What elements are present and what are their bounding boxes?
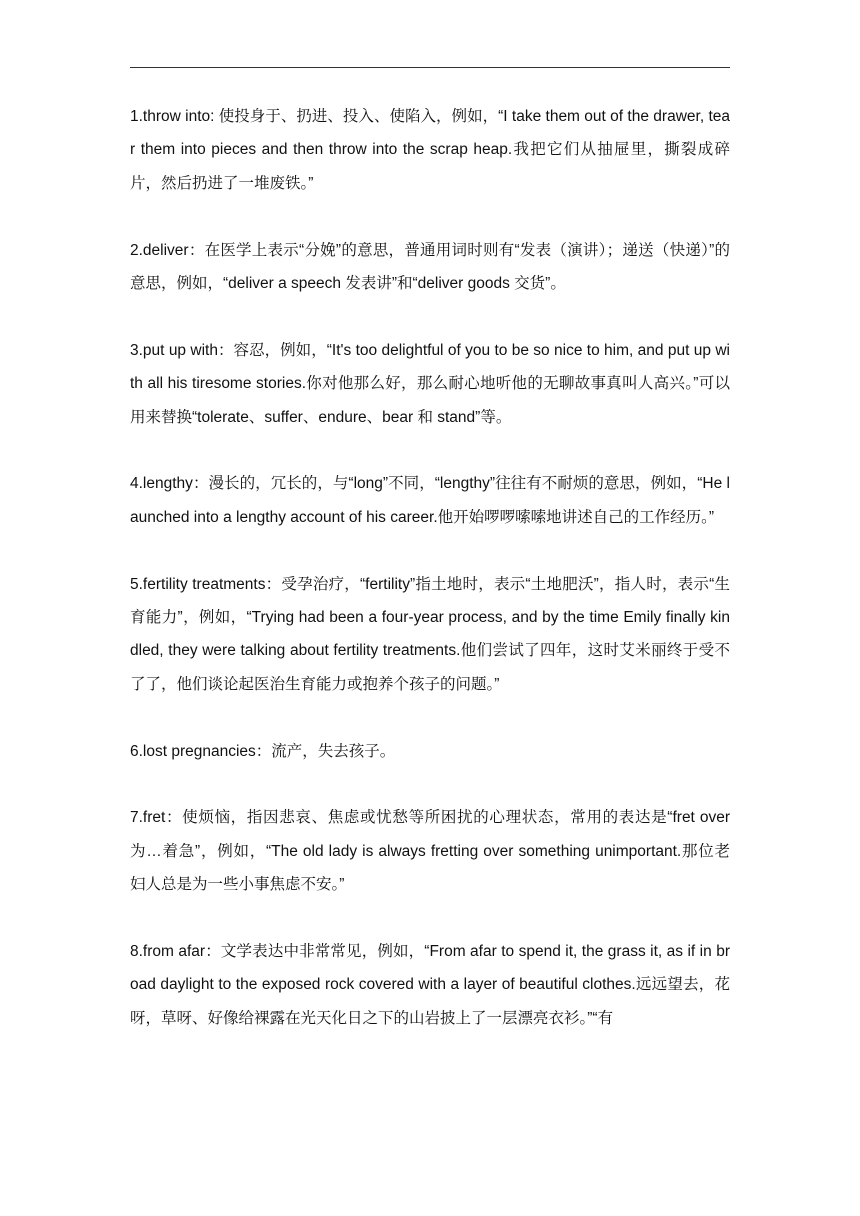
vocab-entry-1: 1.throw into: 使投身于、扔进、投入、使陷入，例如，“I take them out of the drawer, tear them into pieces and then throw into the scrap heap.我把它们从抽屉里，撕裂成碎片，然后扔进了一堆废铁。” <box>130 108 730 192</box>
document-body <box>130 100 730 1035</box>
vocab-entry-5: 5.fertility treatments：受孕治疗，“fertility”指土地时，表示“土地肥沃”，指人时，表示“生育能力”，例如，“Trying had been a four-year process, and by the time Emily finally kindled, they were talking about fertility treatments.他们尝试了四年，这时艾米丽终于受不了了，他们谈论起医治生育能力或抱养个孩子的问题。” <box>130 575 730 693</box>
vocab-entry-3: 3.put up with：容忍，例如，“It's too delightful of you to be so nice to him, and put up with all his tiresome stories.你对他那么好，那么耐心地听他的无聊故事真叫人高兴。”可以用来替换“tolerate、suffer、endure、bear 和 stand”等。 <box>130 341 730 426</box>
vocab-entry-2: 2.deliver：在医学上表示“分娩”的意思，普通用词时则有“发表（演讲）；递送（快递）”的意思，例如，“deliver a speech 发表讲”和“deliver goods 交货”。 <box>130 241 730 293</box>
vocab-entry-7: 7.fret：使烦恼，指因悲哀、焦虑或忧愁等所困扰的心理状态，常用的表达是“fret over 为…着急”，例如，“The old lady is always fretting over something unimportant.那位老妇人总是为一些小事焦虑不安。” <box>130 809 730 894</box>
vocab-entry-4: 4.lengthy：漫长的，冗长的，与“long”不同，“lengthy”往往有不耐烦的意思，例如，“He launched into a lengthy account of his career.他开始啰啰嗦嗦地讲述自己的工作经历。” <box>130 475 730 526</box>
vocab-entry-8: 8.from afar：文学表达中非常常见，例如，“From afar to spend it, the grass it, as if in broad daylight to the exposed rock covered with a layer of beautiful clothes.远远望去，花呀，草呀、好像给裸露在光天化日之下的山岩披上了一层漂亮衣衫。”“有 <box>130 943 730 1027</box>
vocab-entry-6: 6.lost pregnancies：流产，失去孩子。 <box>130 742 396 760</box>
header-rule <box>130 67 730 68</box>
